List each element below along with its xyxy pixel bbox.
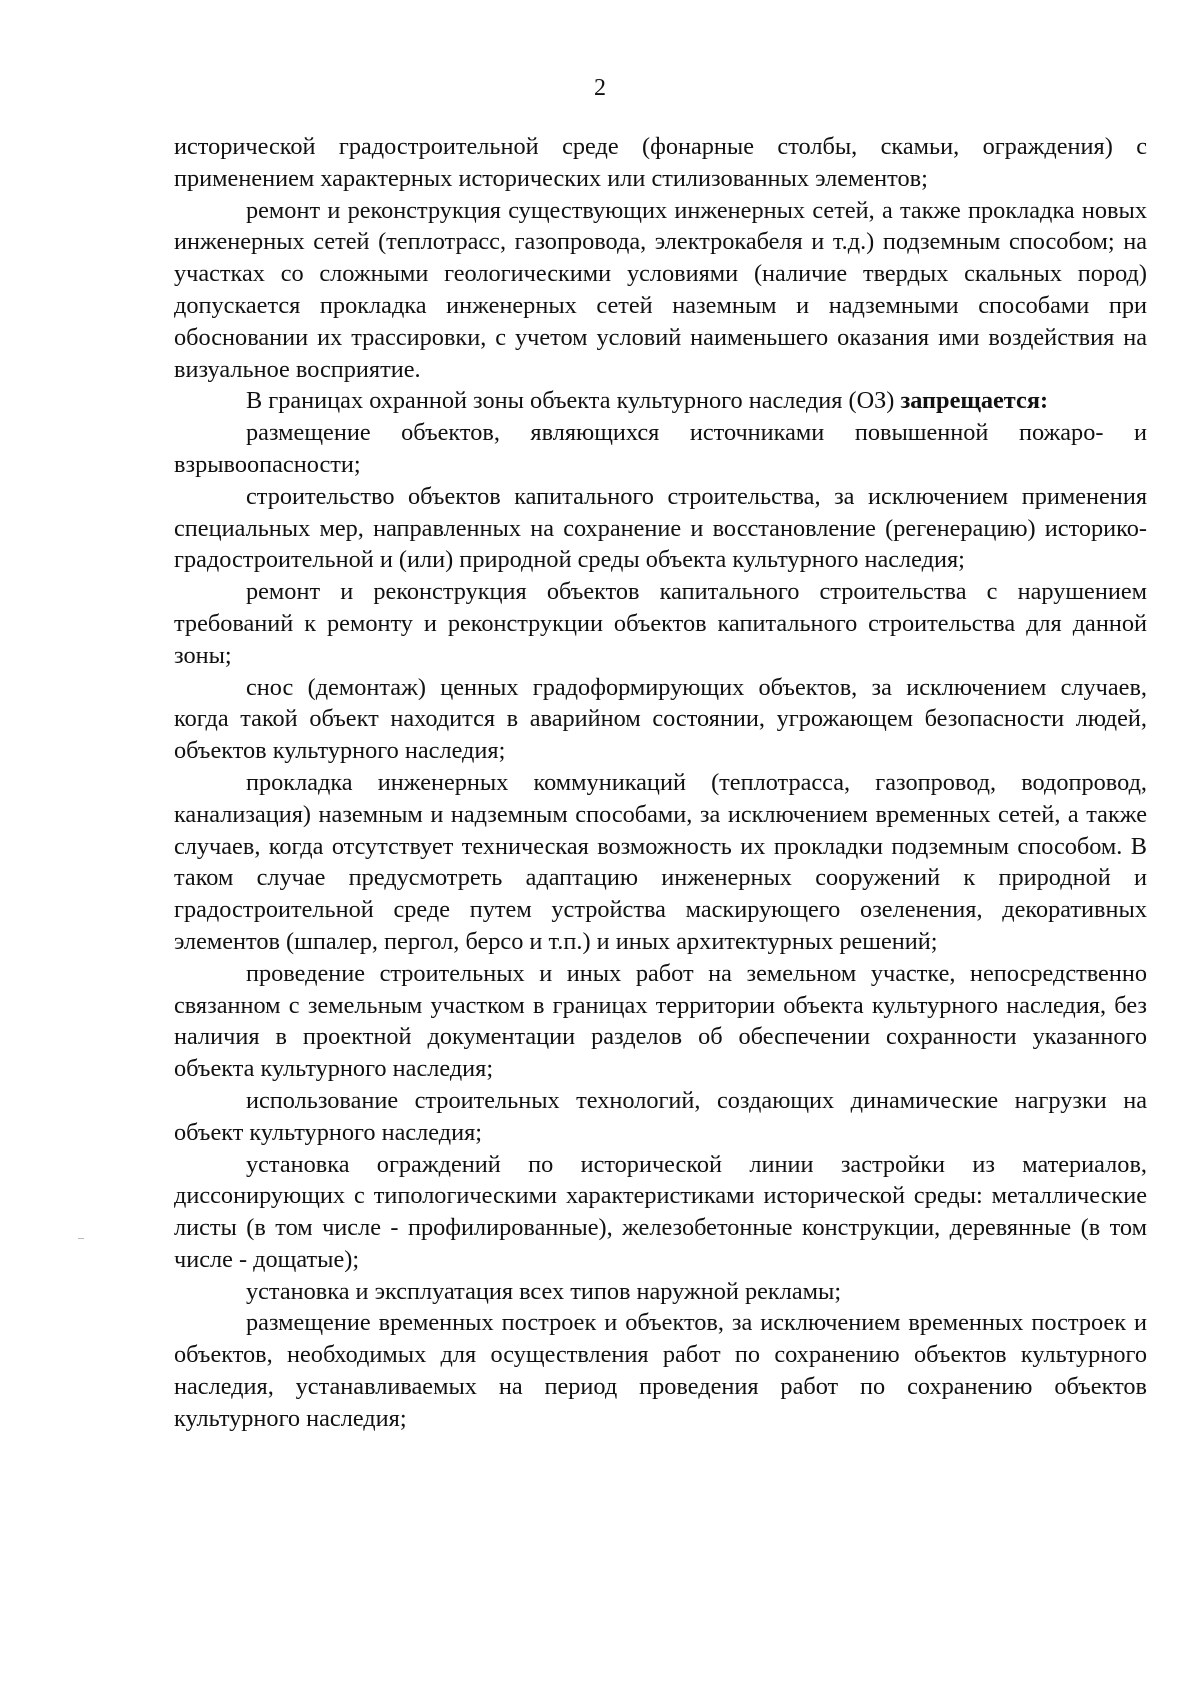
paragraph-repair-reconstruction: ремонт и реконструкция объектов капитального строительства с нарушением требований к ремонту и реконструкции объектов капитального строительства для данной зоны; (174, 578, 1147, 669)
scan-artifact (78, 1238, 84, 1239)
paragraph-construction-works: проведение строительных и иных работ на земельном участке, непосредственно связанном с земельным участком в границах территории объекта культурного наследия, без наличия в проектной документации разделов об обеспечении сохранности указанного объекта культурного наследия; (174, 959, 1147, 1083)
paragraph-historic-environment: исторической градостроительной среде (фонарные столбы, скамьи, ограждения) с применением характерных исторических или стилизованных элементов; (174, 133, 1147, 192)
zone-heading-text: В границах охранной зоны объекта культурного наследия (ОЗ) (246, 387, 895, 415)
page-number: 2 (594, 75, 606, 101)
zone-heading-emphasis: запрещается: (900, 387, 1049, 415)
paragraph-demolition: снос (демонтаж) ценных градоформирующих объектов, за исключением случаев, когда такой объект находится в аварийном состоянии, угрожающем безопасности людей, объектов культурного наследия; (174, 673, 1147, 765)
paragraph-capital-construction: строительство объектов капитального строительства, за исключением применения специальных мер, направленных на сохранение и восстановление (регенерацию) историко-градостроительной и (или) природной среды объекта культурного наследия; (174, 482, 1147, 574)
paragraph-fire-hazard-objects: размещение объектов, являющихся источниками повышенной пожаро- и взрывоопасности; (174, 419, 1147, 478)
paragraph-fences: установка ограждений по исторической линии застройки из материалов, диссонирующих с типологическими характеристиками исторической среды: металлические листы (в том числе - профилированные), железобетонные конструкции, деревянные (в том числе - дощатые); (174, 1150, 1147, 1273)
paragraph-construction-technologies: использование строительных технологий, создающих динамические нагрузки на объект культурного наследия; (174, 1086, 1147, 1146)
paragraph-outdoor-advertising: установка и эксплуатация всех типов наружной рекламы; (246, 1277, 842, 1305)
paragraph-temporary-buildings: размещение временных построек и объектов, за исключением временных построек и объектов, необходимых для осуществления работ по сохранению объектов культурного наследия, устанавливаемых на период проведения работ по сохранению объектов культурного наследия; (174, 1309, 1147, 1432)
paragraph-utility-laying: прокладка инженерных коммуникаций (теплотрасса, газопровод, водопровод, канализация) наземным и надземным способами, за исключением временных сетей, а также случаев, когда отсутствует техническая возможность их прокладки подземным способом. В таком случае предусмотреть адаптацию инженерных сооружений к природной и градостроительной среде путем устройства маскирующего озеленения, декоративных элементов (шпалер, пергол, берсо и т.п.) и иных архитектурных решений; (174, 768, 1147, 955)
paragraph-zone-heading (174, 385, 1147, 417)
paragraph-engineering-networks: ремонт и реконструкция существующих инженерных сетей, а также прокладка новых инженерных сетей (теплотрасс, газопровода, электрокабеля и т.д.) подземным способом; на участках со сложными геологическими условиями (наличие твердых скальных пород) допускается прокладка инженерных сетей наземным и надземными способами при обосновании их трассировки, с учетом условий наименьшего оказания ими воздействия на визуальное восприятие. (174, 196, 1147, 383)
document-body (174, 131, 1147, 1435)
